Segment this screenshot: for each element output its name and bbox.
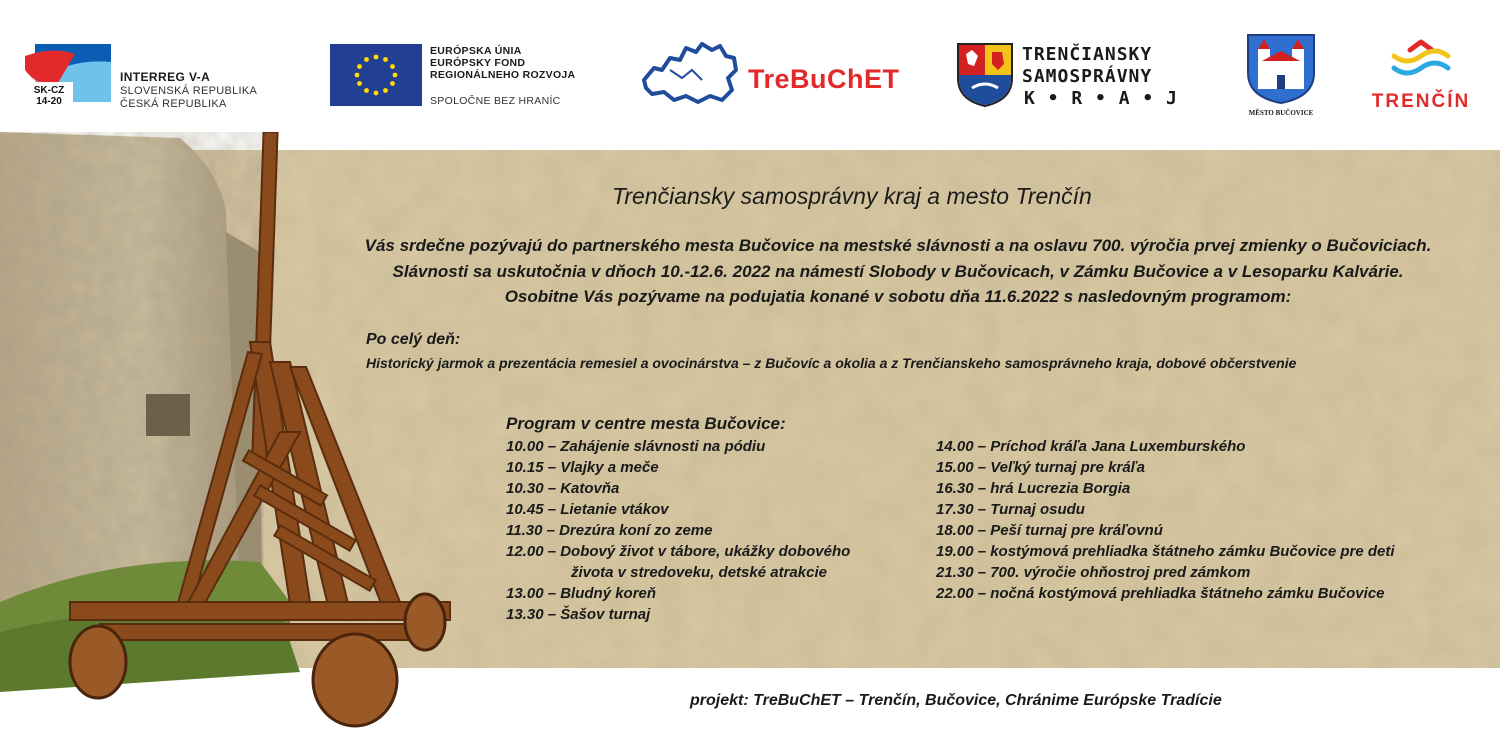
trencin-wordmark: TRENČÍN (1371, 91, 1471, 112)
program-item: 11.30 – Drezúra koní zo zeme (506, 522, 713, 539)
invitation-intro-3: Osobitne Vás pozývame na podujatia konané v sobotu dňa 11.6.2022 s nasledovným programom: (504, 287, 1292, 306)
program-item: 17.30 – Turnaj osudu (936, 501, 1085, 518)
allday-heading: Po celý deň: (366, 331, 461, 348)
bucovice-logo (1243, 33, 1319, 121)
invitation-intro-1: Vás srdečne pozývajú do partnerského mesta Bučovice na mestské slávnosti a na oslavu 700. výročia prvej zmienky o Bučoviciach. (364, 236, 1432, 255)
allday-text: Historický jarmok a prezentácia remesiel a ovocinárstva – z Bučovíc a okolia a z Trenčianskeho samosprávneho kraja, dobové občerstvenie (366, 355, 1297, 371)
eu-line-2: EURÓPSKY FOND (430, 57, 526, 69)
tsk-line-3: K • R • A • J (1024, 88, 1178, 109)
program-item: 13.30 – Šašov turnaj (506, 606, 651, 623)
invitation-headline: Trenčiansky samosprávny kraj a mesto Trenčín (612, 183, 1092, 209)
region-map-icon (640, 40, 740, 106)
program-item: 13.00 – Bludný koreň (506, 585, 657, 602)
interreg-country-sk: SLOVENSKÁ REPUBLIKA (120, 85, 258, 97)
program-item: 15.00 – Veľký turnaj pre kráľa (936, 459, 1145, 476)
program-item: 22.00 – nočná kostýmová prehliadka štátneho zámku Bučovice (936, 585, 1385, 602)
interreg-badge-text: SK-CZ (33, 85, 65, 96)
program-item: 10.45 – Lietanie vtákov (506, 501, 669, 518)
tsk-line-2: SAMOSPRÁVNY (1022, 66, 1153, 87)
bucovice-caption: MĚSTO BUČOVICE (1248, 109, 1314, 117)
program-item: 10.30 – Katovňa (506, 480, 620, 497)
interreg-badge-years: 14-20 (36, 96, 62, 107)
program-item: 10.15 – Vlajky a meče (506, 459, 659, 476)
trencin-mark-icon (1390, 38, 1452, 82)
trebuchet-logo (640, 40, 900, 110)
program-item: 16.30 – hrá Lucrezia Borgia (936, 480, 1131, 497)
program-left-column (506, 436, 850, 625)
bucovice-crest-icon (1246, 33, 1316, 105)
eu-logo (330, 44, 600, 114)
program-item: 10.00 – Zahájenie slávnosti na pódiu (506, 438, 766, 455)
trebuchet-photo (0, 132, 470, 732)
program-right-column (936, 436, 1395, 604)
eu-motto: SPOLOČNE BEZ HRANÍC (430, 95, 561, 107)
program-item: 12.00 – Dobový život v tábore, ukážky dobového (506, 543, 851, 560)
logo-strip (0, 0, 1500, 130)
program-item: 14.00 – Príchod kráľa Jana Luxemburského (936, 438, 1246, 455)
program-item: 18.00 – Peší turnaj pre kráľovnú (936, 522, 1163, 539)
invitation-intro-2: Slávnosti sa uskutočnia v dňoch 10.-12.6. 2022 na námestí Slobody v Bučovicach, v Zámku Bučovice a v Lesoparku Kalvárie. (392, 262, 1404, 281)
trebuchet-wordmark: TreBuChET (748, 64, 900, 94)
project-footer: projekt: TreBuChET – Trenčín, Bučovice, Chránime Európske Tradície (690, 692, 1222, 709)
program-item: 19.00 – kostýmová prehliadka štátneho zámku Bučovice pre deti (936, 543, 1395, 560)
eu-line-1: EURÓPSKA ÚNIA (430, 45, 522, 57)
interreg-country-cz: ČESKÁ REPUBLIKA (120, 98, 227, 110)
interreg-title: INTERREG V-A (120, 70, 211, 84)
eu-line-3: REGIONÁLNEHO ROZVOJA (430, 69, 576, 81)
interreg-mark-icon (25, 40, 115, 108)
eu-flag-icon (330, 44, 422, 106)
trencin-logo (1362, 38, 1480, 118)
program-heading: Program v centre mesta Bučovice: (506, 414, 786, 433)
tsk-logo (956, 42, 1186, 110)
interreg-logo (25, 40, 295, 115)
program-item: 21.30 – 700. výročie ohňostroj pred zámkom (936, 564, 1251, 581)
program-item-continuation: života v stredoveku, detské atrakcie (571, 564, 827, 581)
tsk-line-1: TRENČIANSKY (1022, 44, 1153, 65)
tsk-shield-icon (956, 42, 1014, 108)
